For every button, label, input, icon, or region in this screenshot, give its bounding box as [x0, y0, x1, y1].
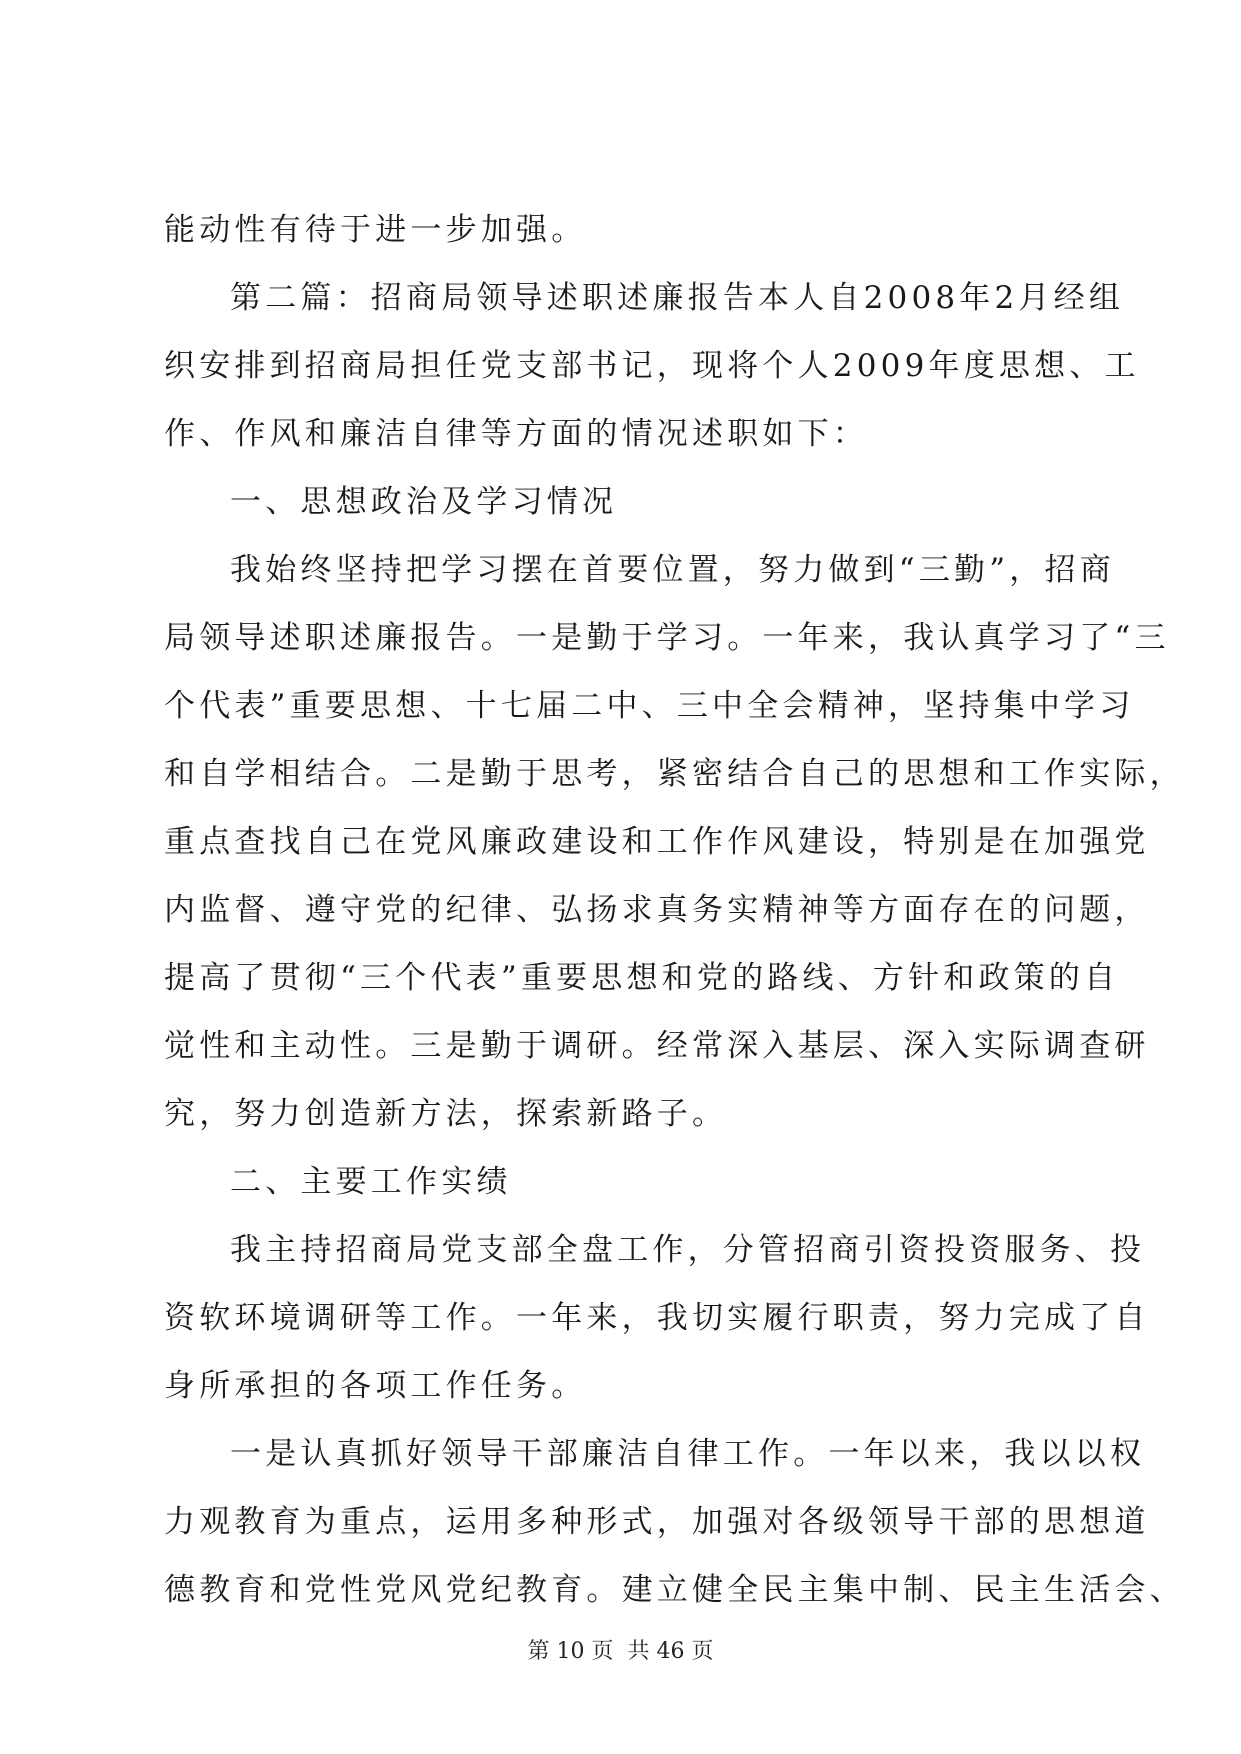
text-line: 一是认真抓好领导干部廉洁自律工作。一年以来，我以以权	[230, 1436, 1146, 1472]
text-line: 我始终坚持把学习摆在首要位置，努力做到“三勤”，招商	[230, 552, 1115, 588]
text-line: 重点查找自己在党风廉政建设和工作作风建设，特别是在加强党	[164, 824, 1150, 860]
text-line: 力观教育为重点，运用多种形式，加强对各级领导干部的思想道	[164, 1504, 1150, 1540]
text-line: 第二篇：招商局领导述职述廉报告本人自2008年2月经组	[230, 280, 1125, 316]
text-line: 资软环境调研等工作。一年来，我切实履行职责，努力完成了自	[164, 1300, 1150, 1336]
text-line: 提高了贯彻“三个代表”重要思想和党的路线、方针和政策的自	[164, 960, 1120, 996]
text-line: 觉性和主动性。三是勤于调研。经常深入基层、深入实际调查研	[164, 1028, 1150, 1064]
text-line: 和自学相结合。二是勤于思考，紧密结合自己的思想和工作实际，	[164, 756, 1185, 792]
text-line: 能动性有待于进一步加强。	[164, 212, 587, 248]
page-number-footer: 第 10 页 共 46 页	[527, 1639, 714, 1664]
section-heading: 二、主要工作实绩	[230, 1164, 512, 1200]
text-line: 局领导述职述廉报告。一是勤于学习。一年来，我认真学习了“三	[164, 620, 1170, 656]
text-line: 作、作风和廉洁自律等方面的情况述职如下：	[164, 416, 868, 452]
text-line: 内监督、遵守党的纪律、弘扬求真务实精神等方面存在的问题，	[164, 892, 1150, 928]
text-line: 个代表”重要思想、十七届二中、三中全会精神，坚持集中学习	[164, 688, 1135, 724]
text-line: 身所承担的各项工作任务。	[164, 1368, 587, 1404]
text-line: 织安排到招商局担任党支部书记，现将个人2009年度思想、工	[164, 348, 1140, 384]
section-heading: 一、思想政治及学习情况	[230, 484, 618, 520]
text-line: 我主持招商局党支部全盘工作，分管招商引资投资服务、投	[230, 1232, 1146, 1268]
text-line: 德教育和党性党风党纪教育。建立健全民主集中制、民主生活会、	[164, 1572, 1185, 1608]
text-line: 究，努力创造新方法，探索新路子。	[164, 1096, 728, 1132]
